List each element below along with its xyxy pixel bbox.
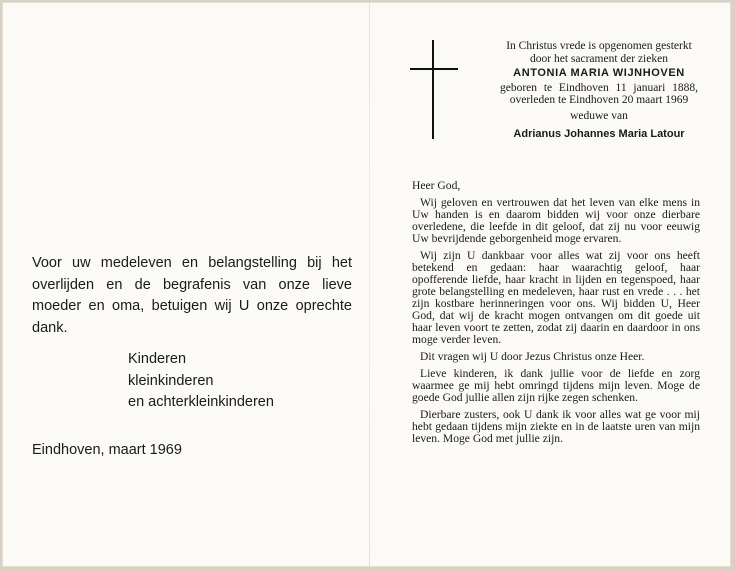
prayer-text: [412, 180, 700, 450]
intro-text: In Christus vrede is opgenomen gesterkt door het sacrament der zieken: [506, 40, 692, 65]
signer-line: en achterkleinkinderen: [128, 394, 274, 410]
widow-of-label: weduwe van: [570, 109, 628, 122]
prayer-paragraph: Wij zijn U dankbaar voor alles wat zij voor ons heeft betekend en gedaan: haar waarachtig geloof, haar opofferende liefde, haar kracht in lijden en tegenspoed, haar grote belangstelling en medeleven, haar rust en vrede . . . het zijn kostbare herinneringen voor ons. Wij bidden U, Heer God, dat wij de kracht mogen ontvangen om dit goede uit haar leven voort te zetten, zodat zij daarin en daardoor in ons moge verder leven.: [412, 249, 700, 346]
card-fold-line: [369, 2, 370, 567]
signer-line: kleinkinderen: [128, 372, 214, 389]
birth-death-text: geboren te Eindhoven 11 januari 1888, overleden te Eindhoven 20 maart 1969: [500, 81, 698, 107]
prayer-salutation: Heer God,: [412, 179, 461, 192]
prayer-paragraph: Dit vragen wij U door Jezus Christus onze Heer.: [420, 350, 645, 363]
prayer-paragraph: Wij geloven en vertrouwen dat het leven van elke mens in Uw handen is en daarom bidden wij voor onze dierbare overledene, die leefde in dit geloof, dat zij nu voor eeuwig Uw bevrijdende geborgenheid moge ervaren.: [412, 196, 700, 245]
place-date: Eindhoven, maart 1969: [32, 442, 182, 458]
deceased-name: ANTONIA MARIA WIJNHOVEN: [513, 67, 685, 80]
signers-block: [128, 349, 274, 414]
signer-line: Kinderen: [128, 351, 187, 367]
deceased-header: [500, 40, 698, 140]
prayer-paragraph: Dierbare zusters, ook U dank ik voor alles wat ge voor mij hebt gedaan tijdens mijn ziekte en in de laatste uren van mijn leven. Moge God met jullie zijn.: [412, 408, 700, 445]
thank-you-text: Voor uw medeleven en belangstelling bij het overlijden en de begrafenis van onze lieve moeder en oma, betuigen wij U onze oprechte dank.: [32, 255, 352, 336]
cross-icon-horizontal: [410, 68, 458, 70]
cross-icon-vertical: [432, 40, 434, 139]
husband-name: Adrianus Johannes Maria Latour: [513, 127, 685, 140]
memorial-card: [2, 2, 731, 567]
prayer-paragraph: Lieve kinderen, ik dank jullie voor de liefde en zorg waarmee ge mij hebt omringd tijdens mijn leven. Moge de goede God jullie allen zijn rijke zegen schenken.: [412, 367, 700, 404]
